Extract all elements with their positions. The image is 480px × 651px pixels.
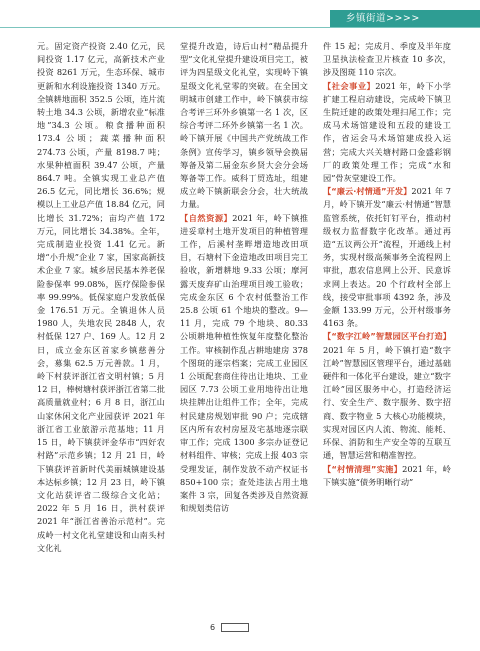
text-column-1 [37, 40, 165, 555]
page-footer [210, 622, 249, 634]
paragraph: 2021 年，岭下镇推进妥章村土地开发项目的种植管理工作，后溪村垄畔增造地改田项目，石塘村下金造地改田项目完工验收，新增耕地 9.33 公顷；摩河露天废弃矿山治理项目竣工验收；完成金东区 6 个农村低整治工作 25.8 公顷 61 个地块的整改。9—11 月，完成 79 个地块、80.33 公顷耕地种植性恢复年度整化整治工作。审核制作乱占耕地建房 378 个图斑的逐宗档案；完成工业园区 1 公顷配套商住待出让地块、工业园区 7.73 公顷工业用地待出让地块挂牌出让组件工作；全年，完成村民建房规划审批 90 户；完成辖区内所有农村房屋及宅基地逐宗联审工作；完成 1300 多宗办证登记材料组件、审核；完成上报 403 宗受理发证，制作发放不动产权证书 850+100 宗；查处违法占用土地案件 3 宗，回复各类涉及自然资源和规划类信访 [180, 212, 308, 514]
section-header-title: 乡镇街道>>>> [346, 13, 420, 24]
text-column-2 [180, 40, 308, 515]
section-tag: 【自然资源】 [180, 212, 233, 223]
section-village-cleanup [323, 463, 451, 489]
section-social-affairs [323, 80, 451, 186]
section-lianyun [323, 185, 451, 330]
header-divider [0, 27, 480, 28]
text-column-3 [323, 40, 451, 489]
journal-logo [221, 623, 249, 632]
paragraph: 2021 年，岭下镇实施“债务明晰行动” [323, 463, 451, 487]
paragraph: 堂提升改造，诗后山村“精品提升型”文化礼堂提升建设项目完工，被评为四星级文化礼堂，实现岭下镇星级文化礼堂零的突破。在全国文明城市创建工作中，岭下镇获市综合考评三环外乡镇第一名 1 次，区综合考评二环外乡镇第一名 1 次。岭下镇开展《中国共产党统战工作条例》宣传学习，镇乡领导会换届筹备及第二届金东乡贤大会分会场筹备等工作。威科丁贸选址，组建成立岭下镇新联会分会，壮大统战力量。 [180, 41, 308, 210]
paragraph: 元。固定资产投资 2.40 亿元，民间投资 1.17 亿元，高新技术产业投资 8261 万元，生态环保、城市更新和水利设施投资 1340 万元。全镇耕地面积 352.5 公顷，连片流转土地 34.3 公顷，新增农业“标准地”34.3 公顷。粮食播种面积 173.4 公顷；蔬菜播种面积 274.73 公顷，产量 8198.7 吨；水果种植面积 39.47 公顷，产量 864.7 吨。全镇实现工业总产值 26.5 亿元，同比增长 36.6%；规模以上工业总产值 18.84 亿元，同比增长 31.72%；亩均产值 172 万元，同比增长 34.38%。全年，完成制造业投资 1.41 亿元。新增“小升规”企业 7 家，国家高新技术企业 7 家。城乡居民基本养老保险参保率 99.08%，医疗保险参保率 99.99%。低保家庭户发放低保金 176.51 万元。全镇退休人员 1980 人，失地农民 2848 人，农村低保 127 户、169 人。12 月 2 日，成立金东区首家乡镇慈善分会，募集 62.5 万元善款。1 月，岭下村获评浙江省文明村镇；5 月 12 日，棒树塘村获评浙江省第二批高质量就业村；6 月 8 日，浙江山山家休闲文化产业园获评 2021 年浙江省工业旅游示范基地；11 月 15 日，岭下镇获评金华市“四好农村路”示范乡镇；12 月 21 日，岭下镇获评首新时代美丽城镇建设基本达标乡镇；12 月 23 日，岭下镇文化站获评省二级综合文化站；2022 年 5 月 16 日，洪村获评 2021 年“浙江省善治示范村”。完成岭一村文化礼堂建设和山南头村文化礼 [37, 41, 165, 553]
paragraph: 2021 年 7 月，岭下镇开发“廉云·村情通”智慧监管系统，依托钉钉平台，推动村级权力监督数字化改革。通过再造“五议两公开”流程，开通线上村务，实现村级高频事务全流程网上审批，惠农信息网上公开、民意诉求网上表达。20 个行政村全部上线，接受审批事项 4392 条，涉及金额 133.99 万元，公开村级事务 4163 条。 [323, 186, 451, 329]
section-tag: 【社会事业】 [323, 80, 376, 91]
section-tag: 【“数字江岭”智慧园区平台打造】 [323, 331, 451, 342]
section-digital-park [323, 330, 451, 462]
section-natural-resources [180, 212, 308, 516]
paragraph: 件 15 起；完成月、季度及半年度卫星执法检查卫片核查 10 多次，涉及图斑 110 宗次。 [323, 41, 451, 78]
section-tag: 【“村情清理”实施】 [323, 463, 403, 474]
section-tag: 【“廉云·村情通”开发】 [323, 186, 412, 197]
page-number: 6 [210, 623, 216, 632]
paragraph: 2021 年，岭下小学扩建工程启动建设，完成岭下镇卫生院迁建的政策处理扫尾工作；完成马术场馆建设和五段的建设工作，省运会马术场馆建成投入运营；完成大兴关塘村路口金盛彩钢厂的政策处理工作；完成“水和园”骨灰堂建设工作。 [323, 80, 451, 184]
paragraph: 2021 年 5 月，岭下镇打造“数字江岭”智慧园区管理平台，通过基础硬件和一体化平台建设，建立“数字江岭”园区服务中心，打造经济运行、安全生产、数字服务、数字招商、数字物业 5 大核心功能模块，实现对园区内人流、物流、能耗、环保、消防和生产安全等的互联互通，智慧运营和精准智控。 [323, 344, 451, 461]
